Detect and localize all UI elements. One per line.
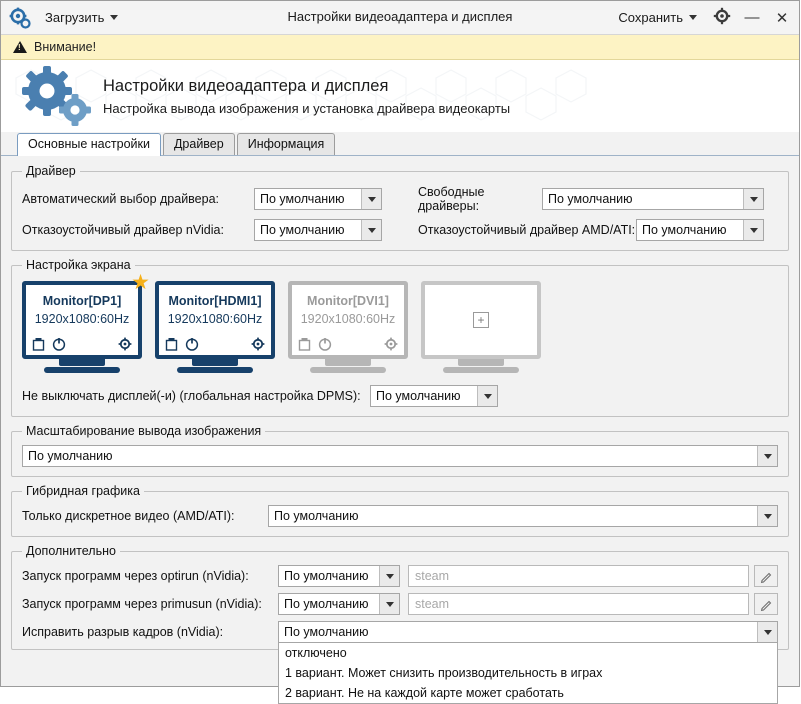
power-icon[interactable] [318,337,332,351]
amd-fallback-value: По умолчанию [642,223,727,237]
hybrid-group-legend: Гибридная графика [26,484,140,498]
add-monitor-slot[interactable] [421,281,541,373]
monitor-item[interactable] [288,281,408,373]
chevron-down-icon[interactable] [361,220,381,240]
tearing-combo[interactable] [278,621,778,643]
extra-group-legend: Дополнительно [26,544,116,558]
free-drivers-label: Свободные драйверы: [418,185,485,213]
nvidia-fallback-label: Отказоустойчивый драйвер nVidia: [22,223,224,237]
scaling-group [11,424,789,477]
optirun-edit-button[interactable] [754,565,778,587]
tearing-row [22,621,778,700]
amd-fallback-combo[interactable] [636,219,764,241]
driver-row-2 [22,219,778,241]
trash-icon[interactable] [32,337,45,351]
monitor-name: Monitor[DP1] [42,294,122,308]
chevron-down-icon[interactable] [743,189,763,209]
primary-monitor-star-icon: ★ [131,271,150,294]
hybrid-value: По умолчанию [274,509,359,523]
tab-main-settings[interactable]: Основные настройки [17,133,161,156]
warning-bar [1,35,799,60]
optirun-combo[interactable] [278,565,400,587]
hybrid-label: Только дискретное видео (AMD/ATI): [22,509,235,523]
title-bar [1,1,799,35]
chevron-down-icon[interactable] [361,189,381,209]
chevron-down-icon[interactable] [757,446,777,466]
nvidia-fallback-combo[interactable] [254,219,382,241]
tab-strip [1,132,799,156]
trash-icon[interactable] [298,337,311,351]
plus-icon[interactable]: + [473,312,489,328]
amd-fallback-label: Отказоустойчивый драйвер AMD/ATI: [418,223,636,237]
tab-driver[interactable]: Драйвер [163,133,235,155]
extra-group [11,544,789,700]
optirun-input-placeholder: steam [415,569,450,583]
pencil-icon [760,598,773,611]
gear-icon[interactable] [251,337,265,351]
banner-gears-icon [19,65,93,127]
tearing-option-2[interactable]: 2 вариант. Не на каждой карте может сработать [285,686,564,700]
save-button[interactable] [614,8,701,27]
warning-triangle-icon [13,41,27,53]
chevron-down-icon[interactable] [379,566,399,586]
main-content [1,156,799,700]
nvidia-fallback-value: По умолчанию [260,223,345,237]
chevron-down-icon[interactable] [743,220,763,240]
app-gear-icon [9,7,31,29]
pencil-icon [760,570,773,583]
warning-text: Внимание! [34,40,97,54]
close-button[interactable]: ✕ [775,9,789,27]
chevron-down-icon[interactable] [379,594,399,614]
chevron-down-icon [110,15,118,20]
banner-subtitle: Настройка вывода изображения и установка драйвера видеокарты [103,100,511,116]
monitor-item[interactable] [22,271,150,373]
primusrun-edit-button[interactable] [754,593,778,615]
monitor-name: Monitor[DVI1] [307,294,389,308]
auto-driver-combo[interactable] [254,188,382,210]
hybrid-graphics-group [11,484,789,537]
driver-row-1 [22,185,778,213]
primusrun-combo[interactable] [278,593,400,615]
hybrid-row [22,505,778,527]
primusrun-input-placeholder: steam [415,597,450,611]
banner-title: Настройки видеоадаптера и дисплея [103,76,389,95]
banner [1,60,799,132]
trash-icon[interactable] [165,337,178,351]
tearing-option-0[interactable]: отключено [285,646,347,660]
gear-icon[interactable] [384,337,398,351]
free-drivers-combo[interactable] [542,188,764,210]
tearing-dropdown-popup[interactable] [278,643,778,704]
tearing-option-1[interactable]: 1 вариант. Может снизить производительность в играх [285,666,603,680]
optirun-row [22,565,778,587]
dpms-row [22,385,778,407]
settings-gear-icon[interactable] [713,7,731,28]
monitor-resolution: 1920x1080:60Hz [167,312,263,326]
monitor-name: Monitor[HDMI1] [168,294,262,308]
optirun-input[interactable] [408,565,749,587]
gear-icon[interactable] [118,337,132,351]
scaling-combo[interactable] [22,445,778,467]
scaling-value: По умолчанию [28,449,113,463]
chevron-down-icon[interactable] [757,506,777,526]
power-icon[interactable] [185,337,199,351]
free-drivers-value: По умолчанию [548,192,633,206]
chevron-down-icon[interactable] [477,386,497,406]
primusrun-label: Запуск программ через primusun (nVidia): [22,597,262,611]
load-button-label: Загрузить [45,10,105,25]
tearing-value: По умолчанию [284,625,369,639]
optirun-value: По умолчанию [284,569,369,583]
monitor-resolution: 1920x1080:60Hz [34,312,130,326]
driver-group [11,164,789,251]
chevron-down-icon[interactable] [757,622,777,642]
load-button[interactable] [41,8,122,27]
screen-group-legend: Настройка экрана [26,258,131,272]
primusrun-row [22,593,778,615]
minimize-button[interactable]: — [744,9,760,26]
power-icon[interactable] [52,337,66,351]
monitor-item[interactable] [155,281,275,373]
dpms-value: По умолчанию [376,389,461,403]
driver-group-legend: Драйвер [26,164,76,178]
monitor-list [22,271,778,373]
auto-driver-label: Автоматический выбор драйвера: [22,192,220,206]
monitor-resolution: 1920x1080:60Hz [300,312,396,326]
tab-information[interactable]: Информация [237,133,336,155]
dpms-label: Не выключать дисплей(-и) (глобальная настройка DPMS): [22,389,361,403]
primusrun-value: По умолчанию [284,597,369,611]
save-button-label: Сохранить [618,10,683,25]
auto-driver-value: По умолчанию [260,192,345,206]
chevron-down-icon [689,15,697,20]
window-title: Настройки видеоадаптера и дисплея [287,9,513,24]
scaling-group-legend: Масштабирование вывода изображения [26,424,262,438]
hybrid-combo[interactable] [268,505,778,527]
tearing-label: Исправить разрыв кадров (nVidia): [22,625,224,639]
primusrun-input[interactable] [408,593,749,615]
screen-group [11,258,789,417]
optirun-label: Запуск программ через optirun (nVidia): [22,569,249,583]
dpms-combo[interactable] [370,385,498,407]
